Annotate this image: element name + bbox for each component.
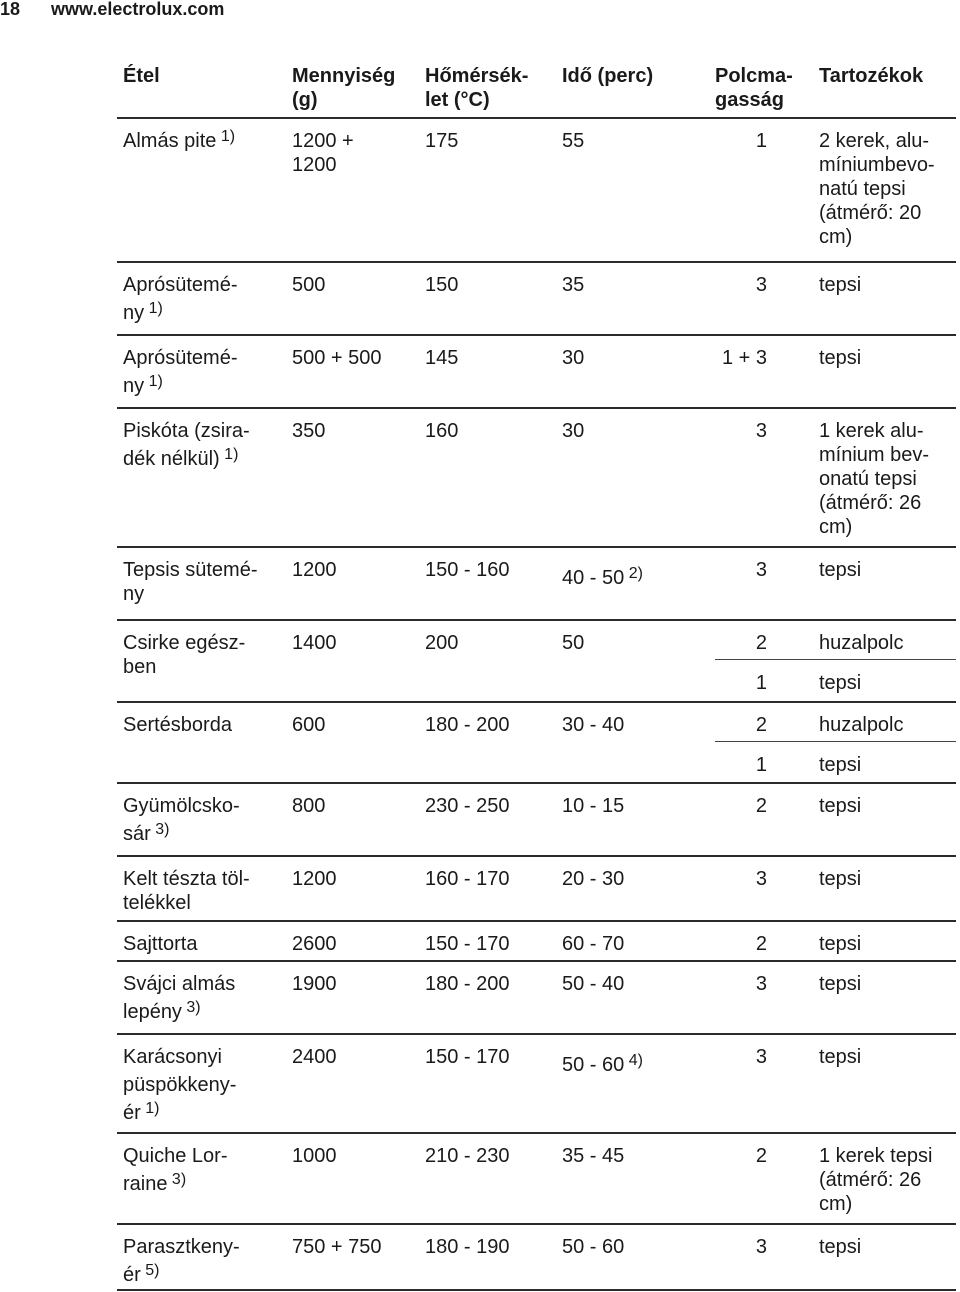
cell-qty: 1200 + 1200 <box>292 130 354 176</box>
cell-temp: 150 - 170 <box>425 1046 510 1068</box>
cell-food: Sertésborda <box>123 714 232 736</box>
cell-qty: 2600 <box>292 933 337 955</box>
cell-temp: 150 <box>425 274 459 296</box>
footnote-ref: 1) <box>219 446 239 463</box>
footnote-ref: 3) <box>150 821 170 838</box>
cell-temp: 160 <box>425 420 459 442</box>
cell-qty: 1400 <box>292 632 337 654</box>
col-header-time: Idő (perc) <box>562 65 654 87</box>
cell-shelf: 3 <box>755 868 767 890</box>
cell-qty: 350 <box>292 420 326 442</box>
cell-food: Piskóta (zsira- dék nélkül) $^{1)}$ <box>123 420 250 470</box>
footnote-ref: 5) <box>140 1262 160 1279</box>
cell-accessory: tepsi <box>819 559 862 581</box>
cell-shelf: 3 <box>755 420 767 442</box>
col-header-qty: Mennyiség (g) <box>292 65 396 111</box>
col-header-shelf: Polcma- gasság <box>715 65 793 111</box>
table-row <box>117 1132 956 1225</box>
cell-shelf: 2 <box>755 795 767 817</box>
cell-temp: 145 <box>425 347 459 369</box>
col-header-food: Étel <box>123 65 160 87</box>
cell-qty: 600 <box>292 714 326 736</box>
cell-time: 50 <box>562 632 585 654</box>
page-number: 18 <box>0 0 21 19</box>
cell-accessory-secondary: tepsi <box>819 754 862 776</box>
cell-food: Almás pite $^{1)}$ <box>123 128 236 152</box>
sub-divider <box>715 741 956 742</box>
cell-food: Svájci almás lepény $^{3)}$ <box>123 973 236 1023</box>
table-row <box>117 261 956 336</box>
cell-accessory: huzalpolc <box>819 632 904 654</box>
cell-time: 20 - 30 <box>562 868 625 890</box>
sub-divider <box>715 659 956 660</box>
table-row <box>117 619 956 703</box>
cell-accessory: tepsi <box>819 347 862 369</box>
cell-time: 30 <box>562 420 585 442</box>
cell-food: Aprósütemé- ny $^{1)}$ <box>123 347 238 397</box>
footnote-ref: 1) <box>140 1100 160 1117</box>
table-row <box>117 782 956 857</box>
cell-food: Quiche Lor- raine $^{3)}$ <box>123 1145 228 1195</box>
cell-accessory-secondary: tepsi <box>819 672 862 694</box>
col-header-acc: Tartozékok <box>819 65 924 87</box>
cell-food: Parasztkeny- ér $^{5)}$ <box>123 1236 240 1286</box>
cell-accessory: tepsi <box>819 274 862 296</box>
cell-accessory: 1 kerek tepsi (átmérő: 26 cm) <box>819 1145 933 1215</box>
cell-temp: 175 <box>425 130 459 152</box>
cell-qty: 1200 <box>292 868 337 890</box>
cell-time: 40 - 50 $^{2)}$ <box>562 565 643 589</box>
cell-shelf: 3 <box>755 559 767 581</box>
table-row <box>117 701 956 784</box>
cell-temp: 150 - 160 <box>425 559 510 581</box>
cell-shelf: 1 + 3 <box>721 347 767 369</box>
cell-qty: 1000 <box>292 1145 337 1167</box>
table-header-row <box>117 55 956 119</box>
cell-shelf: 3 <box>755 973 767 995</box>
footnote-ref: 1) <box>216 128 236 145</box>
cell-shelf: 3 <box>755 1046 767 1068</box>
cell-qty: 800 <box>292 795 326 817</box>
cell-time: 30 - 40 <box>562 714 625 736</box>
cell-accessory: tepsi <box>819 973 862 995</box>
cell-time: 50 - 60 <box>562 1236 625 1258</box>
footnote-ref: 1) <box>144 300 163 317</box>
footnote-ref: 1) <box>144 373 163 390</box>
table-row <box>117 920 956 962</box>
cell-accessory: 2 kerek, alu- míniumbevo- natú tepsi (átmérő: 20 cm) <box>819 130 935 248</box>
table-row <box>117 117 956 263</box>
cell-qty: 2400 <box>292 1046 337 1068</box>
cell-food: Kelt tészta töl- telékkel <box>123 868 250 914</box>
cell-time: 50 - 60 $^{4)}$ <box>562 1052 643 1076</box>
site-url: www.electrolux.com <box>51 0 225 19</box>
cell-shelf: 2 <box>755 632 767 654</box>
cell-time: 60 - 70 <box>562 933 625 955</box>
cell-temp: 230 - 250 <box>425 795 510 817</box>
table-row <box>117 546 956 621</box>
cell-food: Sajttorta <box>123 933 198 955</box>
cell-accessory: tepsi <box>819 1046 862 1068</box>
cell-qty: 750 + 750 <box>292 1236 382 1258</box>
cell-qty: 500 + 500 <box>292 347 382 369</box>
cell-shelf: 3 <box>755 1236 767 1258</box>
cell-shelf-secondary: 1 <box>755 754 767 776</box>
footnote-ref: 3) <box>167 1171 187 1188</box>
cell-qty: 1900 <box>292 973 337 995</box>
cell-food: Gyümölcsko- sár $^{3)}$ <box>123 795 240 845</box>
table-row <box>117 960 956 1035</box>
table-row <box>117 855 956 922</box>
cell-shelf-secondary: 1 <box>755 672 767 694</box>
cell-accessory: 1 kerek alu- mínium bev- onatú tepsi (átmérő: 26 cm) <box>819 420 930 538</box>
footnote-ref: 3) <box>181 999 201 1016</box>
cell-accessory: tepsi <box>819 868 862 890</box>
cell-food: Tepsis sütemé- ny <box>123 559 258 605</box>
cell-time: 50 - 40 <box>562 973 625 995</box>
cell-shelf: 1 <box>755 130 767 152</box>
cell-shelf: 3 <box>755 274 767 296</box>
footnote-ref: 2) <box>624 565 643 582</box>
cell-temp: 180 - 190 <box>425 1236 510 1258</box>
cell-food: Aprósütemé- ny $^{1)}$ <box>123 274 238 324</box>
cell-temp: 160 - 170 <box>425 868 510 890</box>
cell-time: 10 - 15 <box>562 795 625 817</box>
cell-qty: 1200 <box>292 559 337 581</box>
cell-accessory: tepsi <box>819 1236 862 1258</box>
cell-shelf: 2 <box>755 714 767 736</box>
cell-accessory: huzalpolc <box>819 714 904 736</box>
cell-shelf: 2 <box>755 933 767 955</box>
table-row <box>117 1223 956 1291</box>
cell-temp: 210 - 230 <box>425 1145 510 1167</box>
cell-accessory: tepsi <box>819 933 862 955</box>
cell-time: 55 <box>562 130 585 152</box>
cell-temp: 150 - 170 <box>425 933 510 955</box>
cell-time: 35 <box>562 274 585 296</box>
cell-shelf: 2 <box>755 1145 767 1167</box>
cell-temp: 180 - 200 <box>425 973 510 995</box>
table-row <box>117 334 956 409</box>
footnote-ref: 4) <box>624 1052 643 1069</box>
col-header-temp: Hőmérsék- let (°C) <box>425 65 529 111</box>
cell-temp: 180 - 200 <box>425 714 510 736</box>
cell-accessory: tepsi <box>819 795 862 817</box>
cell-food: Karácsonyi püspökkeny- ér $^{1)}$ <box>123 1046 237 1124</box>
table-row <box>117 1033 956 1134</box>
table-row <box>117 407 956 548</box>
cell-food: Csirke egész- ben <box>123 632 246 678</box>
cell-temp: 200 <box>425 632 459 654</box>
cell-qty: 500 <box>292 274 326 296</box>
cell-time: 30 <box>562 347 585 369</box>
cell-time: 35 - 45 <box>562 1145 625 1167</box>
